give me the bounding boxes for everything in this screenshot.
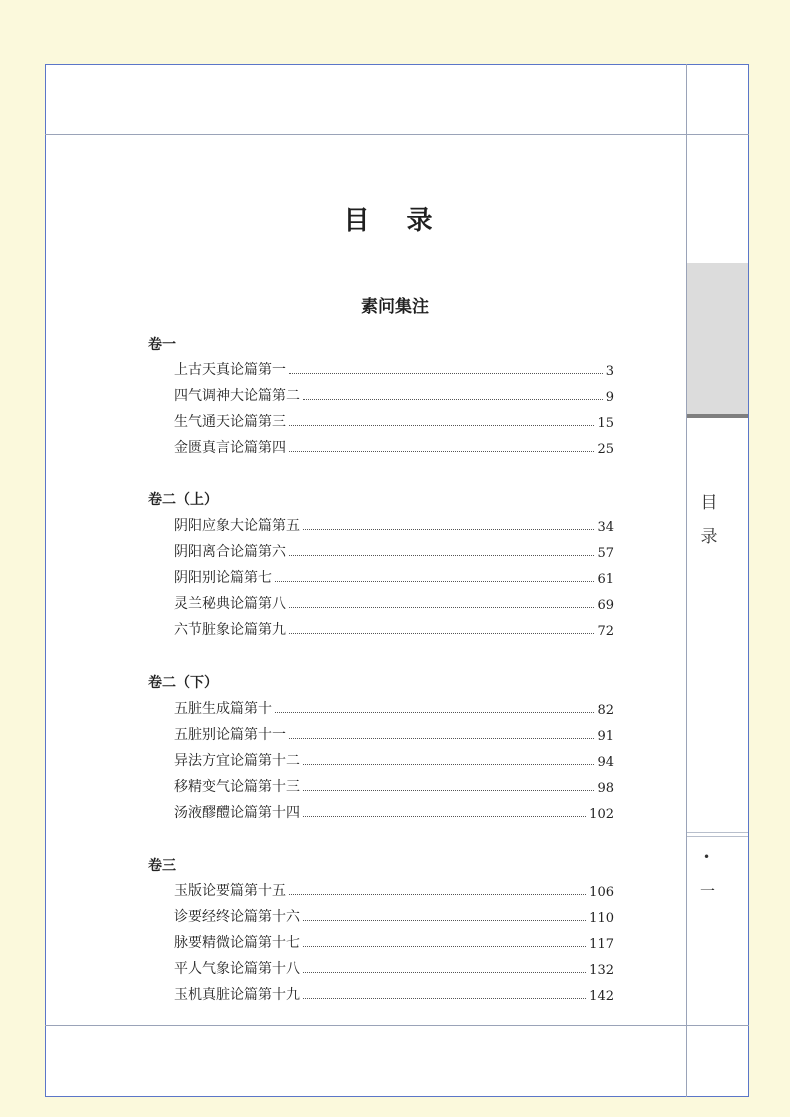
- leader-dots: [289, 893, 586, 895]
- side-dot: •: [703, 850, 711, 864]
- side-rule: [687, 832, 748, 833]
- toc-entry-page: 57: [597, 546, 614, 561]
- toc-entry-title: 五脏生成篇第十: [174, 701, 272, 717]
- toc-entry-page: 142: [589, 989, 614, 1004]
- leader-dots: [303, 997, 586, 999]
- leader-dots: [289, 424, 594, 426]
- leader-dots: [275, 580, 594, 582]
- toc-entry-title: 阴阳别论篇第七: [174, 570, 272, 586]
- toc-entry[interactable]: [174, 748, 614, 770]
- toc-entry-page: 91: [597, 729, 614, 744]
- leader-dots: [289, 632, 594, 634]
- toc-entry-page: 82: [597, 703, 614, 718]
- leader-dots: [303, 815, 586, 817]
- toc-entry-page: 132: [589, 963, 614, 978]
- side-tab-block: [687, 263, 748, 418]
- toc-entry-page: 110: [589, 911, 614, 926]
- leader-dots: [289, 737, 594, 739]
- leader-dots: [303, 919, 586, 921]
- toc-entry-title: 玉版论要篇第十五: [174, 883, 286, 899]
- leader-dots: [303, 789, 594, 791]
- volume-heading: 卷三: [148, 858, 176, 874]
- leader-dots: [275, 711, 594, 713]
- volume-heading: 卷一: [148, 337, 176, 353]
- toc-entry-title: 金匮真言论篇第四: [174, 440, 286, 456]
- toc-entry-page: 106: [589, 885, 614, 900]
- toc-entry-title: 移精变气论篇第十三: [174, 779, 300, 795]
- toc-entry[interactable]: [174, 383, 614, 405]
- toc-entry[interactable]: [174, 591, 614, 613]
- toc-entry-page: 94: [597, 755, 614, 770]
- book-subtitle: 素问集注: [361, 297, 429, 317]
- toc-entry[interactable]: [174, 774, 614, 796]
- toc-entry[interactable]: [174, 513, 614, 535]
- toc-entry[interactable]: [174, 956, 614, 978]
- leader-dots: [303, 945, 586, 947]
- toc-entry-title: 诊要经终论篇第十六: [174, 909, 300, 925]
- toc-entry-title: 阴阳离合论篇第六: [174, 544, 286, 560]
- toc-entry-title: 脉要精微论篇第十七: [174, 935, 300, 951]
- page-title: 目 录: [343, 206, 447, 236]
- toc-entry-title: 上古天真论篇第一: [174, 362, 286, 378]
- toc-entry-page: 61: [597, 572, 614, 587]
- volume-heading: 卷二（上）: [148, 492, 218, 508]
- toc-entry-page: 15: [597, 416, 614, 431]
- toc-entry[interactable]: [174, 435, 614, 457]
- side-rule: [687, 836, 748, 837]
- toc-entry[interactable]: [174, 982, 614, 1004]
- leader-dots: [303, 763, 594, 765]
- side-section-label: 目 录: [700, 493, 718, 547]
- toc-entry[interactable]: [174, 930, 614, 952]
- toc-entry[interactable]: [174, 696, 614, 718]
- toc-entry-page: 9: [605, 390, 614, 405]
- leader-dots: [289, 606, 594, 608]
- toc-entry-title: 玉机真脏论篇第十九: [174, 987, 300, 1003]
- toc-entry-title: 阴阳应象大论篇第五: [174, 518, 300, 534]
- leader-dots: [289, 450, 594, 452]
- toc-entry-page: 3: [605, 364, 614, 379]
- toc-entry-title: 异法方宜论篇第十二: [174, 753, 300, 769]
- leader-dots: [303, 398, 603, 400]
- toc-entry-page: 72: [597, 624, 614, 639]
- toc-entry[interactable]: [174, 904, 614, 926]
- toc-entry[interactable]: [174, 565, 614, 587]
- leader-dots: [289, 554, 594, 556]
- toc-entry-page: 34: [597, 520, 614, 535]
- toc-entry-title: 汤液醪醴论篇第十四: [174, 805, 300, 821]
- toc-entry[interactable]: [174, 539, 614, 561]
- toc-entry-page: 69: [597, 598, 614, 613]
- toc-entry[interactable]: [174, 722, 614, 744]
- leader-dots: [303, 971, 586, 973]
- toc-entry-title: 生气通天论篇第三: [174, 414, 286, 430]
- volume-heading: 卷二（下）: [148, 675, 218, 691]
- toc-entry-page: 25: [597, 442, 614, 457]
- side-page-number: 一: [700, 882, 716, 900]
- toc-entry[interactable]: [174, 800, 614, 822]
- toc-entry-title: 四气调神大论篇第二: [174, 388, 300, 404]
- leader-dots: [289, 372, 603, 374]
- toc-entry[interactable]: [174, 357, 614, 379]
- toc-entry[interactable]: [174, 878, 614, 900]
- header-rule: [45, 134, 749, 135]
- toc-entry-page: 102: [589, 807, 614, 822]
- toc-entry-title: 六节脏象论篇第九: [174, 622, 286, 638]
- leader-dots: [303, 528, 594, 530]
- toc-entry[interactable]: [174, 409, 614, 431]
- toc-entry-page: 117: [589, 937, 614, 952]
- toc-entry-title: 五脏别论篇第十一: [174, 727, 286, 743]
- toc-entry-title: 平人气象论篇第十八: [174, 961, 300, 977]
- footer-rule: [45, 1025, 749, 1026]
- toc-entry-page: 98: [597, 781, 614, 796]
- toc-entry[interactable]: [174, 617, 614, 639]
- toc-entry-title: 灵兰秘典论篇第八: [174, 596, 286, 612]
